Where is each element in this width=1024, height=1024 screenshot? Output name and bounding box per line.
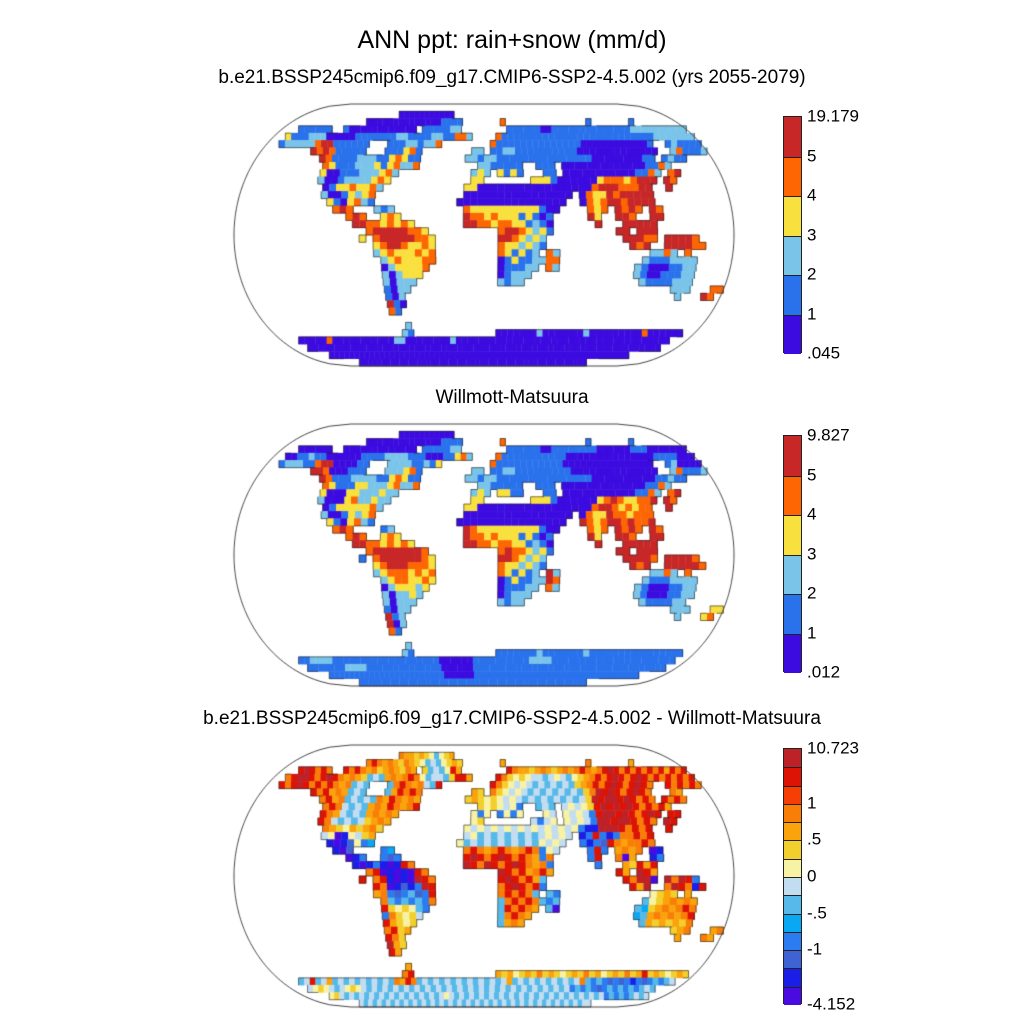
colorbar-tick-label: 4 [807, 185, 817, 205]
colorbar-cell [784, 987, 801, 1005]
colorbar-tick-label: -.5 [807, 903, 827, 923]
colorbar-tick-label: .045 [807, 343, 841, 363]
colorbar-cell [784, 117, 801, 157]
colorbar-cell [784, 804, 801, 822]
colorbar-cell [784, 196, 801, 236]
colorbar-cell [784, 515, 801, 555]
colorbar-cell [784, 767, 801, 785]
colorbar-cell [784, 315, 801, 355]
colorbar-tick-label: .012 [807, 662, 841, 682]
colorbar-cell [784, 895, 801, 913]
panel-observations-subtitle: Willmott-Matsuura [435, 387, 589, 408]
colorbar-tick-label: 19.179 [807, 106, 859, 126]
colorbar-tick-label: 2 [807, 583, 817, 603]
colorbar-tick-label: -1 [807, 939, 823, 959]
colorbar-cell [784, 914, 801, 932]
colorbar-difference [783, 748, 802, 1004]
figure-title: ANN ppt: rain+snow (mm/d) [357, 26, 667, 54]
colorbar-cell [784, 877, 801, 895]
colorbar-cell [784, 436, 801, 476]
colorbar-tick-label: 4 [807, 504, 817, 524]
colorbar-tick-label: 5 [807, 465, 817, 484]
colorbar-tick-label: 1 [807, 623, 817, 642]
colorbar-cell [784, 822, 801, 840]
colorbar-cell [784, 634, 801, 674]
colorbar-cell [784, 749, 801, 767]
colorbar-cell [784, 476, 801, 516]
colorbar-tick-label: 5 [807, 146, 817, 165]
colorbar-cell [784, 157, 801, 197]
colorbar-tick-label: 2 [807, 264, 817, 284]
colorbar-cell [784, 950, 801, 968]
colorbar-tick-label: 3 [807, 544, 817, 563]
colorbar-cell [784, 968, 801, 986]
colorbar-tick-label: .5 [807, 829, 822, 849]
world-map-model [231, 102, 737, 368]
colorbar-cell [784, 594, 801, 634]
colorbar-cell [784, 786, 801, 804]
colorbar-cell [784, 840, 801, 858]
colorbar-cell [784, 859, 801, 877]
colorbar-tick-label: 10.723 [807, 738, 859, 758]
colorbar-tick-label: -4.152 [807, 994, 856, 1014]
colorbar-observations [783, 435, 802, 672]
colorbar-cell [784, 275, 801, 315]
colorbar-model [783, 116, 802, 353]
colorbar-cell [784, 555, 801, 595]
colorbar-cell [784, 932, 801, 950]
panel-model-subtitle: b.e21.BSSP245cmip6.f09_g17.CMIP6-SSP2-4.5.002 (yrs 2055-2079) [218, 67, 806, 88]
colorbar-tick-label: 9.827 [807, 425, 850, 445]
world-map-difference [231, 743, 737, 1009]
world-map-observations [231, 422, 737, 688]
colorbar-cell [784, 236, 801, 276]
colorbar-tick-label: 0 [807, 866, 817, 886]
colorbar-tick-label: 1 [807, 304, 817, 323]
panel-difference-subtitle: b.e21.BSSP245cmip6.f09_g17.CMIP6-SSP2-4.5.002 - Willmott-Matsuura [203, 708, 821, 729]
colorbar-tick-label: 3 [807, 225, 817, 244]
colorbar-tick-label: 1 [807, 793, 817, 813]
